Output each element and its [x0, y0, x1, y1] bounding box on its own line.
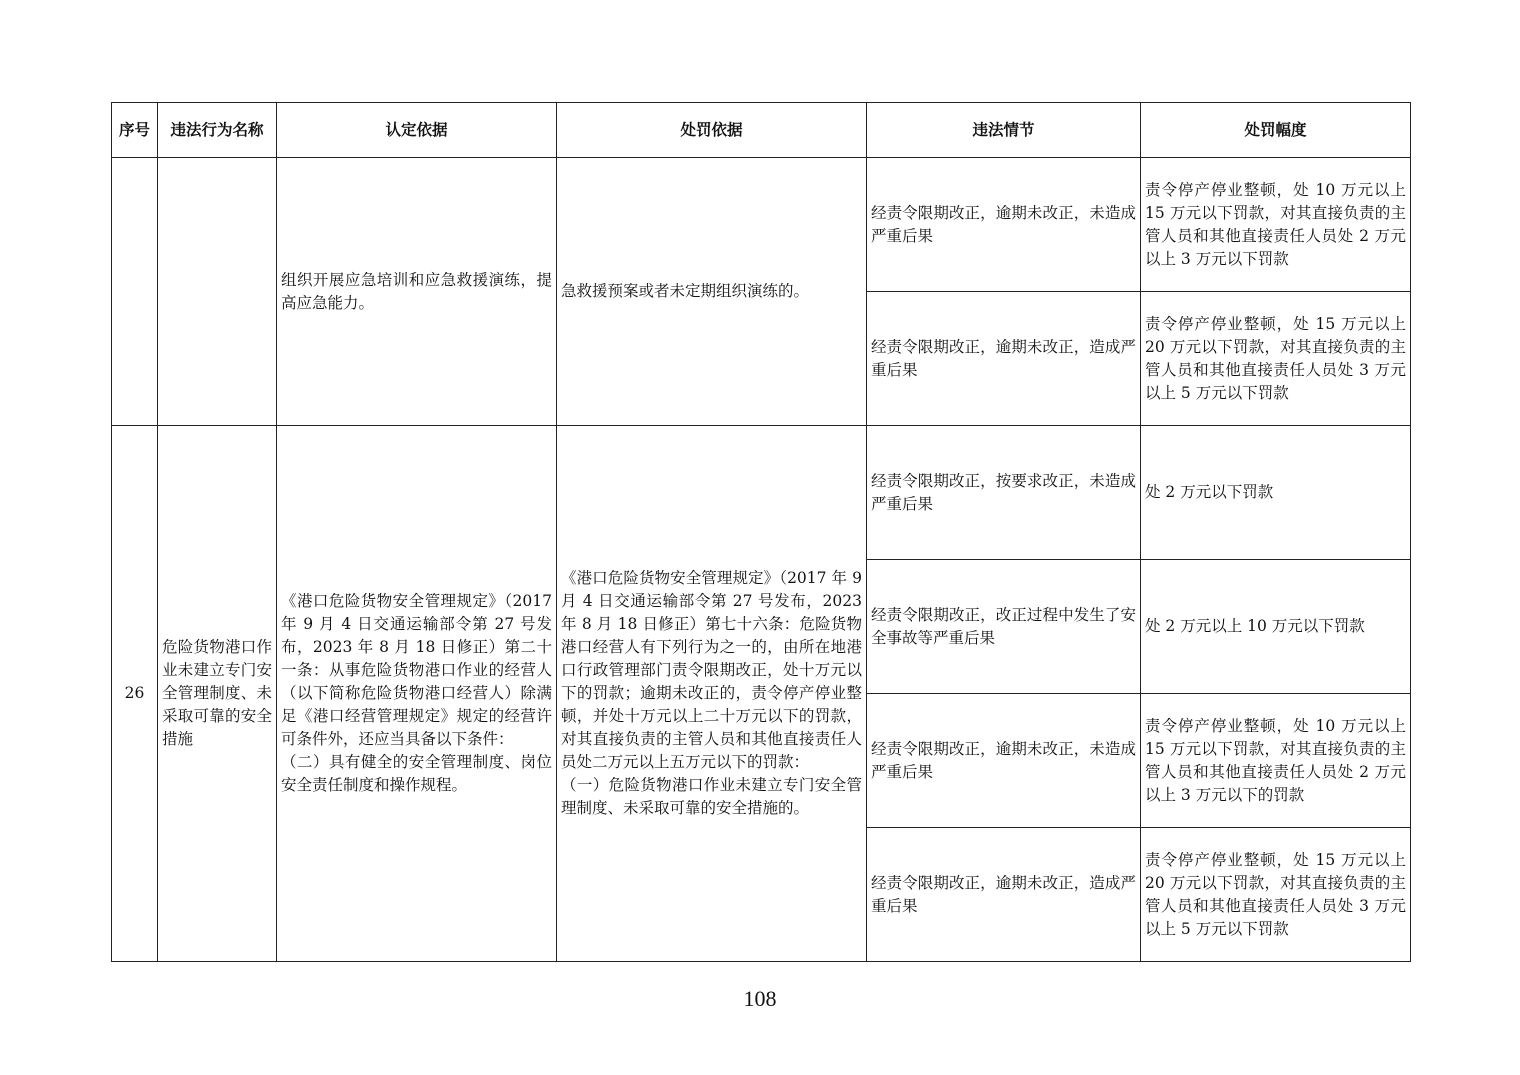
continuation-penalty-basis-cell: 急救援预案或者未定期组织演练的。 — [557, 158, 867, 426]
basis-main-text: 《港口危险货物安全管理规定》（2017 年 9 月 4 日交通运输部令第 27 号发布，2023 年 8 月 18 日修正）第二十一条：从事危险货物港口作业的经营人（以下简称危险货物港口经营人）除满足《港口经营管理规定》规定的经营许可条件外，还应当具备以下条件： — [281, 592, 552, 748]
header-penalty-range: 处罚幅度 — [1141, 103, 1411, 158]
penalty-range-cell: 责令停产停业整顿，处 15 万元以上 20 万元以下罚款，对其直接负责的主管人员和其他直接责任人员处 3 万元以上 5 万元以下罚款 — [1141, 828, 1411, 962]
circumstance-cell: 经责令限期改正，逾期未改正，造成严重后果 — [867, 828, 1141, 962]
circumstance-cell: 经责令限期改正，逾期未改正，造成严重后果 — [867, 292, 1141, 426]
table-header-row — [112, 103, 1411, 158]
circumstance-cell: 经责令限期改正，改正过程中发生了安全事故等严重后果 — [867, 560, 1141, 694]
penalty-main-text: 《港口危险货物安全管理规定》（2017 年 9 月 4 日交通运输部令第 27 号发布，2023 年 8 月 18 日修正）第七十六条：危险货物港口经营人有下列行为之一的，由所在地港口行政管理部门责令限期改正，处十万元以下的罚款；逾期未改正的，责令停产停业整顿，并处十万元以上二十万元以下的罚款，对其直接负责的主管人员和其他直接责任人员处二万元以上五万元以下的罚款： — [561, 569, 862, 771]
circumstance-cell: 经责令限期改正，逾期未改正，未造成严重后果 — [867, 158, 1141, 292]
entry-violation-name: 危险货物港口作业未建立专门安全管理制度、未采取可靠的安全措施 — [158, 426, 277, 962]
continuation-serial-cell — [112, 158, 158, 426]
penalty-range-cell: 处 2 万元以上 10 万元以下罚款 — [1141, 560, 1411, 694]
penalty-range-cell: 处 2 万元以下罚款 — [1141, 426, 1411, 560]
basis-item-text: （二）具有健全的安全管理制度、岗位安全责任制度和操作规程。 — [281, 753, 552, 794]
entry-determination-basis — [277, 426, 557, 962]
header-penalty-basis: 处罚依据 — [557, 103, 867, 158]
entry-penalty-basis — [557, 426, 867, 962]
penalty-range-cell: 责令停产停业整顿，处 10 万元以上 15 万元以下罚款，对其直接负责的主管人员和其他直接责任人员处 2 万元以上 3 万元以下罚款 — [1141, 158, 1411, 292]
continuation-name-cell — [158, 158, 277, 426]
penalty-range-cell: 责令停产停业整顿，处 10 万元以上 15 万元以下罚款，对其直接负责的主管人员和其他直接责任人员处 2 万元以上 3 万元以下的罚款 — [1141, 694, 1411, 828]
continuation-basis-cell: 组织开展应急培训和应急救援演练，提高应急能力。 — [277, 158, 557, 426]
circumstance-cell: 经责令限期改正，逾期未改正，未造成严重后果 — [867, 694, 1141, 828]
penalty-range-cell: 责令停产停业整顿，处 15 万元以上 20 万元以下罚款，对其直接负责的主管人员和其他直接责任人员处 3 万元以上 5 万元以下罚款 — [1141, 292, 1411, 426]
page-number: 108 — [743, 986, 777, 1011]
circumstance-cell: 经责令限期改正，按要求改正，未造成严重后果 — [867, 426, 1141, 560]
entry-serial-number: 26 — [112, 426, 158, 962]
table-row — [112, 426, 1411, 560]
penalty-item-text: （一）危险货物港口作业未建立专门安全管理制度、未采取可靠的安全措施的。 — [561, 776, 862, 817]
penalty-table — [111, 102, 1411, 962]
header-determination-basis: 认定依据 — [277, 103, 557, 158]
header-violation-name: 违法行为名称 — [158, 103, 277, 158]
table-row — [112, 158, 1411, 292]
header-circumstances: 违法情节 — [867, 103, 1141, 158]
header-serial-number: 序号 — [112, 103, 158, 158]
